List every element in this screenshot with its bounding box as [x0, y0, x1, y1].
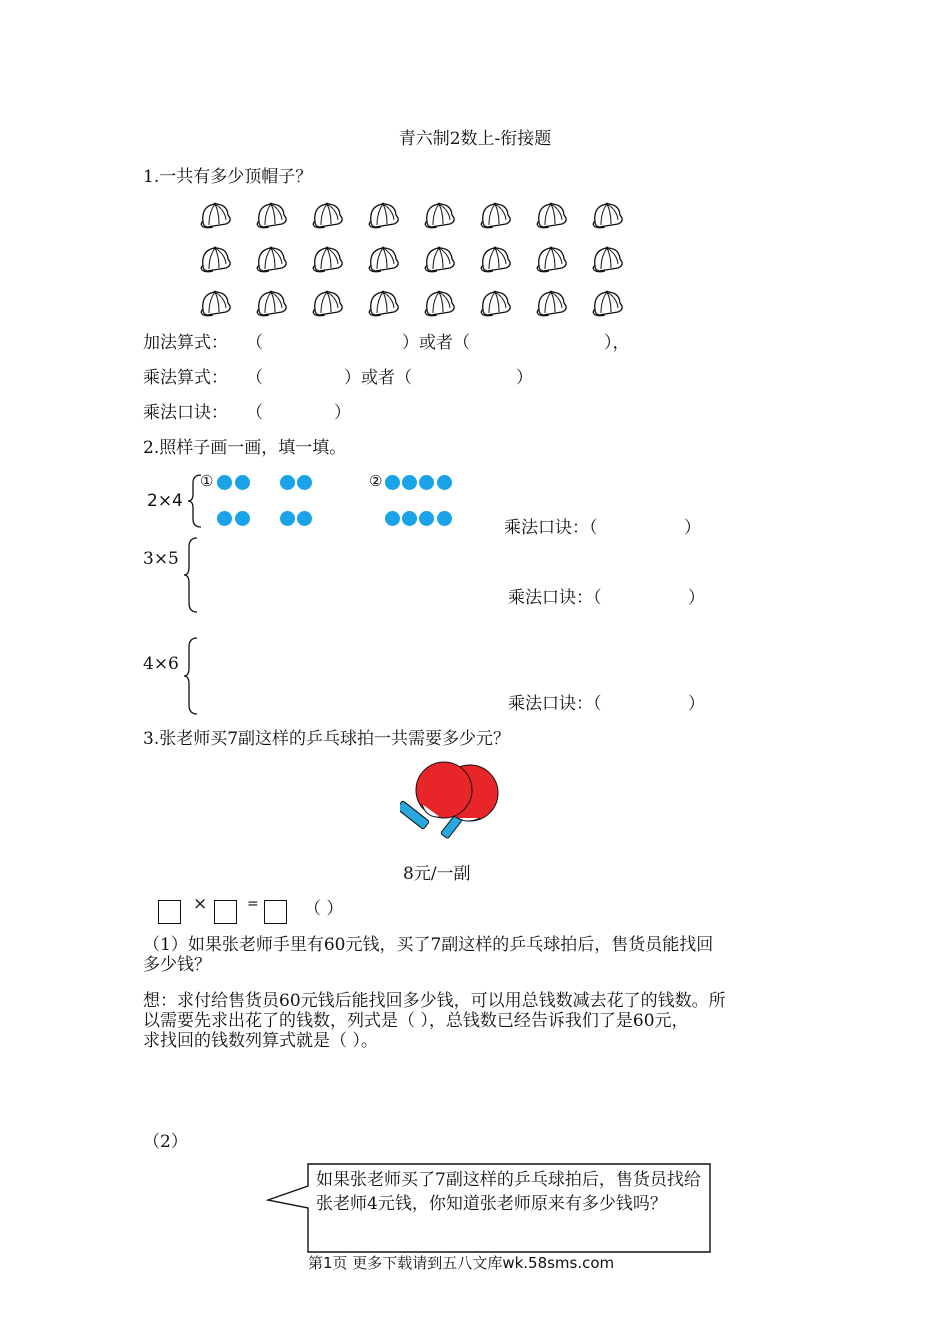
answer-box-3[interactable] [264, 900, 287, 924]
q2-brace-4x6 [183, 637, 199, 715]
q1-question: 1.一共有多少顶帽子？ [143, 167, 313, 187]
blue-dot [235, 511, 250, 526]
ping-pong-paddles-image [400, 760, 506, 844]
q2-marker-2: ② [369, 472, 383, 490]
blue-dot [385, 475, 400, 490]
q1-mul-open: （ [246, 368, 263, 388]
answer-box-1[interactable] [158, 900, 181, 924]
cap-icon [477, 244, 513, 274]
q1-rhyme-open: （ [246, 403, 263, 423]
q1-mul-close: ） [516, 368, 533, 388]
blue-dot [419, 511, 434, 526]
cap-icon [421, 200, 457, 230]
blue-dot [217, 475, 232, 490]
speech-bubble-text: 如果张老师买了7副这样的乒乓球拍后，售货员找给张老师4元钱，你知道张老师原来有多少钱吗？ [316, 1170, 701, 1214]
cap-icon [589, 200, 625, 230]
cap-icon [253, 200, 289, 230]
blue-dot [437, 475, 452, 490]
q3-question: 3.张老师买7副这样的乒乓球拍一共需要多少元？ [143, 729, 511, 749]
q2-rhyme-label-2: 乘法口诀：（ [508, 588, 602, 608]
q2-brace-3x5 [183, 537, 199, 613]
q3-think-line2: 以需要先求出花了的钱数，列式是（ ），总钱数已经告诉我们了是60元， [143, 1011, 689, 1031]
cap-icon [365, 244, 401, 274]
q2-example-expr: 2×4 [147, 491, 183, 511]
cap-icon [589, 288, 625, 318]
cap-icon [477, 288, 513, 318]
q3-price: 8元/一副 [403, 864, 471, 884]
page-title: 青六制2数上-衔接题 [398, 129, 552, 149]
q1-add-label: 加法算式： [143, 333, 228, 353]
q2-rhyme-close-3: ） [688, 694, 705, 714]
q3-sub2-label: （2） [143, 1132, 188, 1152]
blue-dot [402, 511, 417, 526]
cap-icon [309, 200, 345, 230]
answer-box-2[interactable] [214, 900, 237, 924]
cap-icon [533, 200, 569, 230]
q2-question: 2.照样子画一画，填一填。 [143, 438, 347, 458]
blue-dot [280, 511, 295, 526]
q1-add-open: （ [246, 333, 263, 353]
blue-dot [297, 511, 312, 526]
cap-icon [309, 288, 345, 318]
blue-dot [217, 511, 232, 526]
cap-icon [253, 244, 289, 274]
q2-rhyme-close-1: ） [684, 518, 701, 538]
blue-dot [385, 511, 400, 526]
equals-sign: = [247, 896, 259, 912]
cap-icon [197, 288, 233, 318]
blue-dot [402, 475, 417, 490]
q2-rhyme-label-3: 乘法口诀：（ [508, 694, 602, 714]
cap-icon [421, 244, 457, 274]
cap-icon [533, 244, 569, 274]
blue-dot [280, 475, 295, 490]
q2-rhyme-close-2: ） [688, 588, 705, 608]
q2-expr-4x6: 4×6 [143, 654, 179, 674]
cap-icon [365, 200, 401, 230]
q2-rhyme-label-1: 乘法口诀：（ [504, 518, 598, 538]
q3-sub1-line2: 多少钱？ [143, 955, 211, 975]
q1-mul-label: 乘法算式： [143, 368, 228, 388]
page-footer: 第1页 更多下载请到五八文库wk.58sms.com [308, 1254, 615, 1272]
cap-icon [253, 288, 289, 318]
q3-think-line1: 想：求付给售货员60元钱后能找回多少钱，可以用总钱数减去花了的钱数。所 [143, 991, 726, 1011]
q1-add-close: ）， [604, 333, 630, 353]
cap-icon [365, 288, 401, 318]
cap-icon [477, 200, 513, 230]
cap-icon [197, 200, 233, 230]
q2-marker-1: ① [200, 472, 214, 490]
cap-icon [197, 244, 233, 274]
cap-icon [533, 288, 569, 318]
blue-dot [235, 475, 250, 490]
q1-rhyme-close: ） [334, 403, 351, 423]
blue-dot [419, 475, 434, 490]
blue-dot [437, 511, 452, 526]
q3-think-line3: 求找回的钱数列算式就是（ ）。 [143, 1031, 378, 1051]
q2-expr-3x5: 3×5 [143, 549, 179, 569]
q1-rhyme-label: 乘法口诀： [143, 403, 228, 423]
q1-mul-mid: ）或者（ [344, 368, 412, 388]
q3-sub1-line1: （1）如果张老师手里有60元钱，买了7副这样的乒乓球拍后，售货员能找回 [143, 935, 714, 955]
cap-icon [589, 244, 625, 274]
q1-add-mid: ）或者（ [402, 333, 470, 353]
blue-dot [297, 475, 312, 490]
cap-icon [421, 288, 457, 318]
unit-paren: （ ） [304, 899, 344, 919]
cap-icon [309, 244, 345, 274]
times-sign: × [193, 894, 208, 914]
